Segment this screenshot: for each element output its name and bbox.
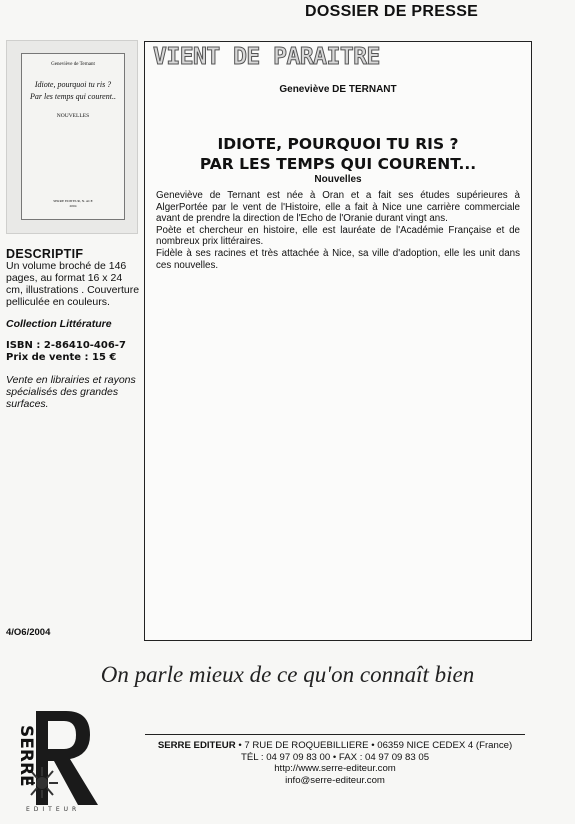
phone-fax: TÉL : 04 97 09 83 00 • FAX : 04 97 09 83 05 <box>240 751 430 763</box>
logo-word: SERRE <box>16 725 36 787</box>
cover-author: Geneviève de Ternant <box>51 62 95 67</box>
description-paragraph: Poète et chercheur en histoire, elle est lauréate de l'Académie Française et de nombreux prix littéraires. <box>156 224 520 248</box>
footer-address-line <box>145 740 525 752</box>
description-paragraph: Fidèle à ses racines et très attachée à Nice, sa ville d'adoption, elle les unit dans ces nouvelles. <box>156 247 520 271</box>
footer-divider <box>145 734 525 735</box>
book-title-line1: IDIOTE, POURQUOI TU RIS ? <box>217 135 459 153</box>
slogan: On parle mieux de ce qu'on connaît bien <box>100 662 475 687</box>
publisher-address: • 7 RUE DE ROQUEBILLIERE • 06359 NICE CEDEX 4 (France) <box>235 740 513 751</box>
cover-title <box>22 79 124 103</box>
isbn: ISBN : 2-86410-406-7 <box>6 340 126 351</box>
description-paragraph: Geneviève de Ternant est née à Oran et a fait ses études supérieures à AlgerPortée par le vent de l'Histoire, elle a fait à Nice une carrière commerciale avant de prendre la direction de l'Echo de l'Oranie durant vingt ans. <box>156 190 520 225</box>
serre-editeur-logo <box>8 703 100 813</box>
book-title <box>145 134 531 174</box>
cover-title-line2: Par les temps qui courent.. <box>30 92 116 101</box>
collection-label: Collection Littérature <box>6 318 112 330</box>
descriptif-heading: DESCRIPTIF <box>6 247 84 261</box>
announcement-box <box>144 41 532 641</box>
date: 4/O6/2004 <box>6 627 51 638</box>
book-title-line2: PAR LES TEMPS QUI COURENT... <box>199 155 477 173</box>
banner-title: VIENT DE PARAITRE <box>153 44 380 70</box>
cover-publisher-line2: 2004 <box>69 204 77 208</box>
email-link[interactable]: info@serre-editeur.com <box>285 774 385 786</box>
book-subtitle: Nouvelles <box>314 174 362 185</box>
sales-info: Vente en librairies et rayons spécialisés des grandes surfaces. <box>6 374 136 410</box>
publisher-name: SERRE EDITEUR <box>157 740 236 751</box>
book-description <box>156 190 520 271</box>
publisher-contact <box>145 740 525 786</box>
cover-publisher-line1: SERRE EDITEUR, N. ACE <box>53 199 93 203</box>
cover-subtitle: NOUVELLES <box>56 113 90 119</box>
cover-title-line1: Idiote, pourquoi tu ris ? <box>34 80 112 89</box>
descriptif-column <box>6 248 141 410</box>
book-cover <box>6 40 138 234</box>
price: Prix de vente : 15 € <box>6 352 117 363</box>
page-header-title: DOSSIER DE PRESSE <box>305 3 479 20</box>
website-link[interactable]: http://www.serre-editeur.com <box>274 763 396 774</box>
logo-tagline: EDITEUR <box>26 806 81 813</box>
book-author: Geneviève DE TERNANT <box>279 84 397 95</box>
book-cover-page <box>21 53 125 220</box>
cover-publisher <box>22 199 124 209</box>
descriptif-body: Un volume broché de 146 pages, au format 16 x 24 cm, illustrations . Couverture pelliculée en couleurs. <box>6 260 140 308</box>
